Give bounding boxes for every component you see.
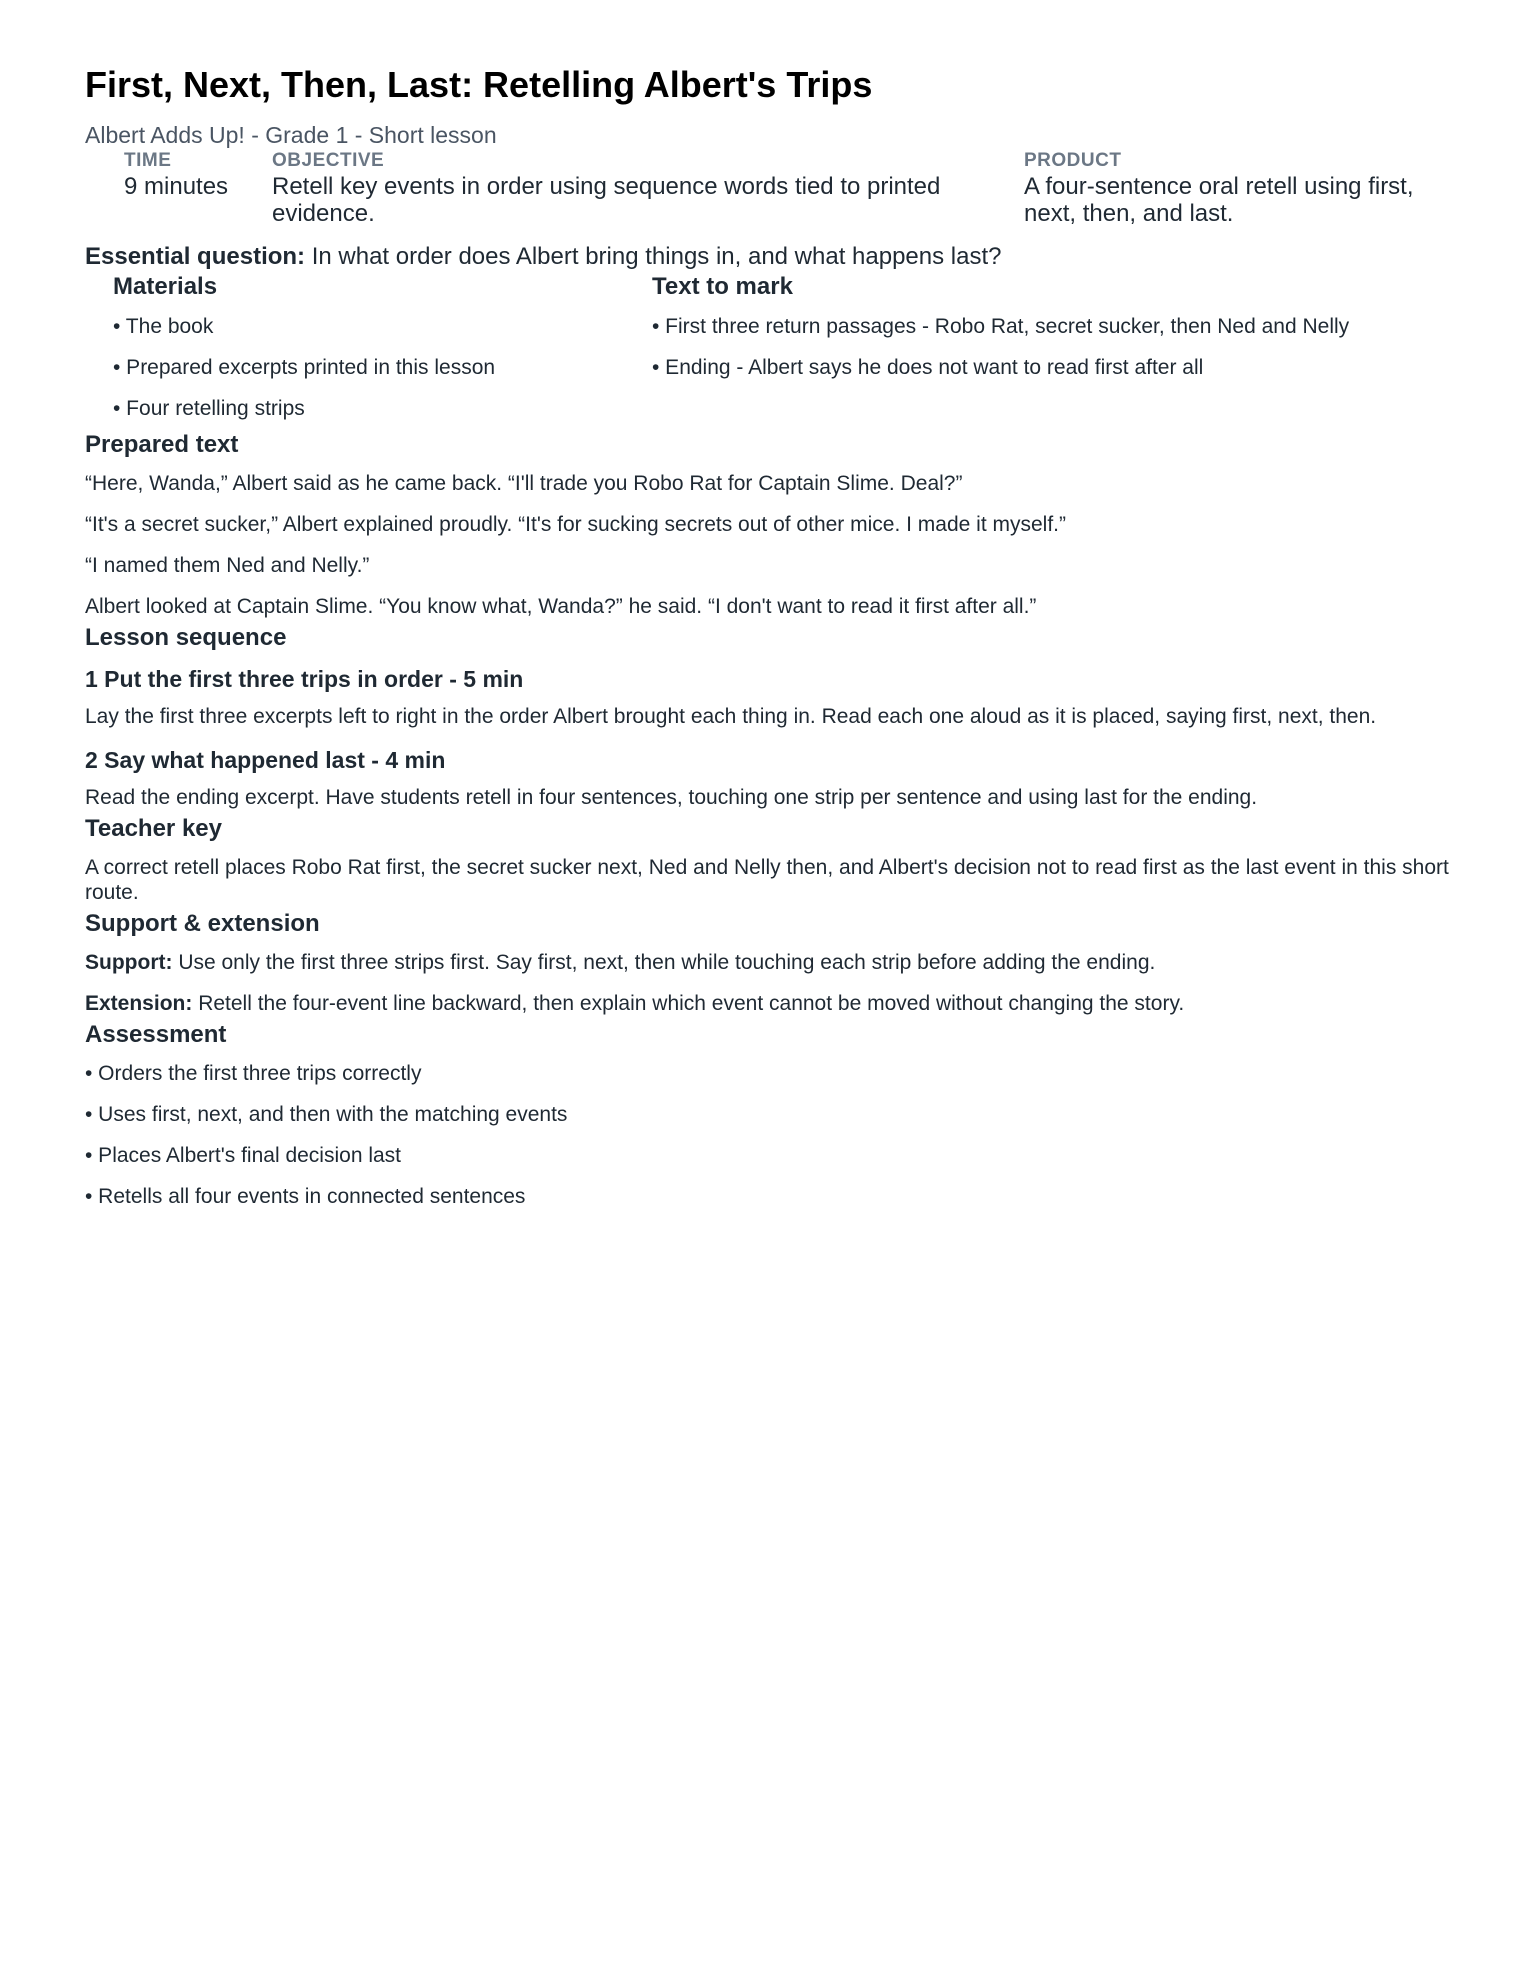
- excerpt-paragraph: “Here, Wanda,” Albert said as he came back. “I'll trade you Robo Rat for Captain Slime. Deal?”: [85, 472, 963, 495]
- text-to-mark-section: [652, 272, 1392, 396]
- extension-body: Retell the four-event line backward, then explain which event cannot be moved without changing the story.: [192, 992, 1185, 1015]
- essential-question: [85, 242, 1455, 272]
- excerpt-paragraph: “It's a secret sucker,” Albert explained proudly. “It's for sucking secrets out of other mice. I made it myself.”: [85, 513, 1067, 536]
- list-item: • Prepared excerpts printed in this lesson: [113, 356, 496, 379]
- materials-heading: Materials: [113, 273, 218, 300]
- step-text: Lay the first three excerpts left to right in the order Albert brought each thing in. Read each one aloud as it is placed, saying first, next, then.: [85, 705, 1377, 728]
- meta-product: [1024, 150, 1424, 227]
- list-item: • First three return passages - Robo Rat, secret sucker, then Ned and Nelly: [652, 315, 1350, 338]
- product-label: PRODUCT: [1024, 150, 1122, 171]
- list-item: • Places Albert's final decision last: [85, 1144, 402, 1167]
- extension-text: [85, 991, 1455, 1016]
- time-label: TIME: [124, 150, 172, 171]
- product-value: A four-sentence oral retell using first, next, then, and last.: [1024, 173, 1414, 227]
- essential-question-text: In what order does Albert bring things in, and what happens last?: [305, 243, 1002, 270]
- step-text: Read the ending excerpt. Have students retell in four sentences, touching one strip per sentence and using last for the ending.: [85, 786, 1258, 809]
- step-title: 1 Put the first three trips in order - 5 min: [85, 666, 524, 692]
- extension-label: Extension:: [85, 992, 193, 1015]
- meta-objective: [272, 150, 992, 227]
- list-item: • Orders the first three trips correctly: [85, 1062, 422, 1085]
- time-value: 9 minutes: [124, 173, 229, 200]
- page-subtitle: Albert Adds Up! - Grade 1 - Short lesson: [85, 122, 497, 148]
- prepared-text-heading: Prepared text: [85, 431, 239, 458]
- teacher-key-heading: Teacher key: [85, 815, 222, 842]
- list-item: • Retells all four events in connected sentences: [85, 1185, 526, 1208]
- excerpt-paragraph: Albert looked at Captain Slime. “You know what, Wanda?” he said. “I don't want to read it first after all.”: [85, 595, 1037, 618]
- list-item: • Uses first, next, and then with the matching events: [85, 1103, 568, 1126]
- materials-and-marks: [85, 272, 1455, 430]
- lesson-meta: [85, 150, 1455, 238]
- support-body: Use only the first three strips first. Say first, next, then while touching each strip before adding the ending.: [172, 951, 1156, 974]
- support-label: Support:: [85, 951, 173, 974]
- list-item: • Ending - Albert says he does not want to read first after all: [652, 356, 1204, 379]
- assessment-heading: Assessment: [85, 1021, 227, 1048]
- support-text: [85, 950, 1455, 975]
- text-to-mark-heading: Text to mark: [652, 273, 793, 300]
- teacher-key-text: A correct retell places Robo Rat first, the secret sucker next, Ned and Nelly then, and Albert's decision not to read first as the last event in this short route.: [85, 856, 1449, 904]
- essential-question-label: Essential question:: [85, 243, 306, 270]
- list-item: • Four retelling strips: [113, 397, 305, 420]
- objective-value: Retell key events in order using sequence words tied to printed evidence.: [272, 173, 941, 227]
- meta-time: [124, 150, 254, 200]
- step-title: 2 Say what happened last - 4 min: [85, 747, 446, 773]
- page-title: First, Next, Then, Last: Retelling Albert's Trips: [85, 64, 873, 105]
- lesson-page: [85, 60, 1455, 1225]
- list-item: • The book: [113, 315, 214, 338]
- lesson-sequence-heading: Lesson sequence: [85, 624, 287, 651]
- excerpt-paragraph: “I named them Ned and Nelly.”: [85, 554, 370, 577]
- objective-label: OBJECTIVE: [272, 150, 385, 171]
- support-extension-heading: Support & extension: [85, 910, 320, 937]
- materials-section: [113, 272, 633, 437]
